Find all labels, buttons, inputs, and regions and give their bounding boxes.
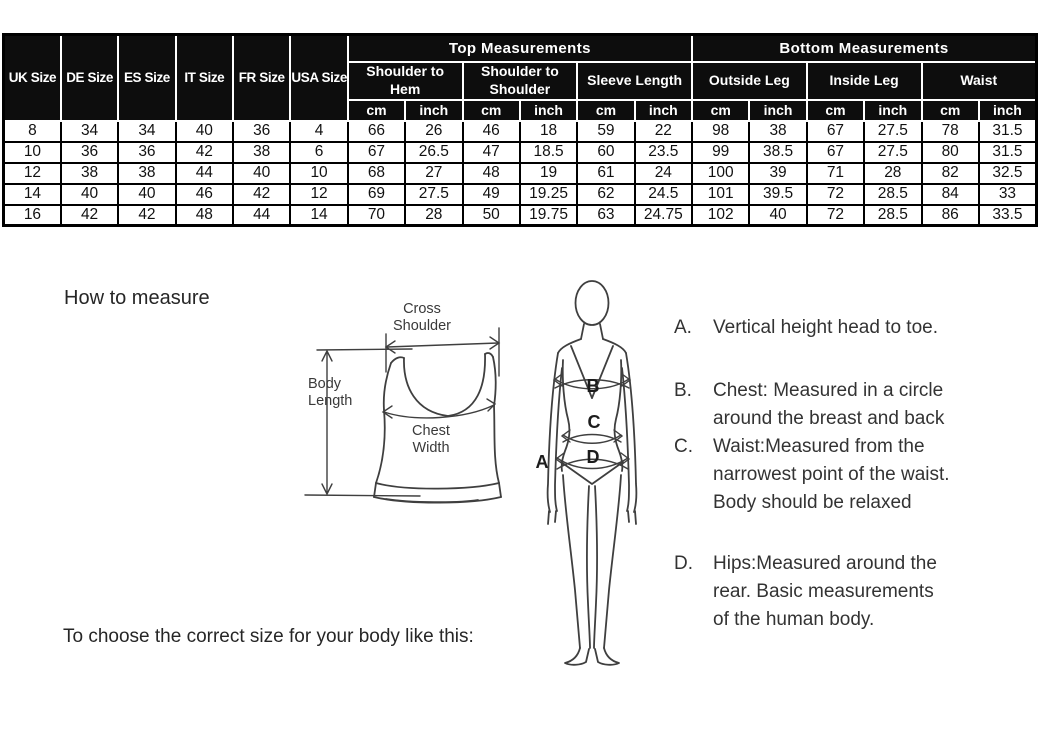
- chest-width-label-line2: Width: [412, 440, 450, 456]
- group-header-row: [4, 35, 1037, 62]
- list-text: [713, 377, 944, 433]
- unit-header-cm: cm: [922, 100, 979, 121]
- table-cell: 19.75: [520, 205, 577, 226]
- table-cell: 60: [577, 142, 634, 163]
- table-cell: 40: [176, 121, 233, 142]
- table-cell: 26: [405, 121, 462, 142]
- table-cell: 28.5: [864, 184, 921, 205]
- table-cell: 40: [61, 184, 118, 205]
- table-cell: 28: [405, 205, 462, 226]
- list-text-line: around the breast and back: [713, 408, 945, 429]
- header-shoulder-to-shoulder: Shoulder to Shoulder: [463, 62, 578, 100]
- table-cell: 14: [4, 184, 61, 205]
- list-text: [713, 314, 938, 342]
- table-cell: 38: [118, 163, 175, 184]
- table-row: [4, 121, 1037, 142]
- top-measurements-header: Top Measurements: [348, 35, 692, 62]
- table-row: [4, 184, 1037, 205]
- table-cell: 99: [692, 142, 749, 163]
- unit-header-inch: inch: [979, 100, 1037, 121]
- list-item-a: [674, 314, 986, 342]
- list-text-line: Vertical height head to toe.: [713, 317, 938, 338]
- waist-label-c: C: [587, 412, 601, 432]
- table-cell: 18: [520, 121, 577, 142]
- table-cell: 67: [348, 142, 405, 163]
- table-cell: 32.5: [979, 163, 1037, 184]
- header-fr-size: FR Size: [233, 35, 290, 121]
- table-cell: 36: [61, 142, 118, 163]
- size-chart-table: [2, 33, 1038, 227]
- table-cell: 44: [176, 163, 233, 184]
- header-waist: Waist: [922, 62, 1037, 100]
- table-cell: 33.5: [979, 205, 1037, 226]
- list-text-line: Hips:Measured around the: [713, 553, 937, 574]
- list-item-c: [674, 433, 986, 517]
- table-cell: 78: [922, 121, 979, 142]
- unit-header-inch: inch: [405, 100, 462, 121]
- table-cell: 27.5: [864, 142, 921, 163]
- unit-header-inch: inch: [635, 100, 692, 121]
- cross-shoulder-arrow: [386, 328, 499, 376]
- table-cell: 12: [4, 163, 61, 184]
- list-text-line: narrowest point of the waist.: [713, 464, 950, 485]
- table-cell: 10: [290, 163, 347, 184]
- table-cell: 72: [807, 205, 864, 226]
- table-cell: 38: [61, 163, 118, 184]
- table-cell: 39.5: [749, 184, 806, 205]
- table-cell: 39: [749, 163, 806, 184]
- table-cell: 28: [864, 163, 921, 184]
- unit-header-cm: cm: [348, 100, 405, 121]
- table-cell: 63: [577, 205, 634, 226]
- table-cell: 40: [233, 163, 290, 184]
- height-label-a: A: [535, 452, 549, 472]
- header-outside-leg: Outside Leg: [692, 62, 807, 100]
- chest-width-label-line1: Chest: [412, 423, 450, 439]
- list-text-line: of the human body.: [713, 609, 875, 630]
- header-sleeve-length: Sleeve Length: [577, 62, 692, 100]
- table-cell: 98: [692, 121, 749, 142]
- cross-shoulder-label-line2: Shoulder: [392, 318, 452, 334]
- table-cell: 47: [463, 142, 520, 163]
- table-cell: 24.5: [635, 184, 692, 205]
- table-cell: 86: [922, 205, 979, 226]
- table-cell: 24.75: [635, 205, 692, 226]
- list-text-line: rear. Basic measurements: [713, 581, 934, 602]
- table-cell: 22: [635, 121, 692, 142]
- table-row: [4, 142, 1037, 163]
- table-cell: 44: [233, 205, 290, 226]
- size-table-body: [4, 121, 1037, 226]
- table-cell: 67: [807, 121, 864, 142]
- table-cell: 14: [290, 205, 347, 226]
- header-es-size: ES Size: [118, 35, 175, 121]
- table-row: [4, 205, 1037, 226]
- table-cell: 102: [692, 205, 749, 226]
- body-figure-diagram: [528, 278, 673, 673]
- cross-shoulder-label-line1: Cross: [403, 301, 441, 317]
- list-text-line: Body should be relaxed: [713, 492, 912, 513]
- table-cell: 38: [233, 142, 290, 163]
- table-cell: 70: [348, 205, 405, 226]
- table-cell: 67: [807, 142, 864, 163]
- table-cell: 61: [577, 163, 634, 184]
- list-text: [713, 550, 937, 634]
- list-text-line: Waist:Measured from the: [713, 436, 925, 457]
- list-letter: A.: [674, 317, 692, 338]
- table-cell: 24: [635, 163, 692, 184]
- table-cell: 16: [4, 205, 61, 226]
- header-it-size: IT Size: [176, 35, 233, 121]
- table-cell: 100: [692, 163, 749, 184]
- table-cell: 28.5: [864, 205, 921, 226]
- list-letter: C.: [674, 436, 693, 457]
- table-cell: 26.5: [405, 142, 462, 163]
- table-cell: 42: [118, 205, 175, 226]
- body-length-label-line1: Body: [308, 376, 342, 392]
- table-cell: 23.5: [635, 142, 692, 163]
- body-outline: [548, 281, 637, 665]
- header-usa-size: USA Size: [290, 35, 347, 121]
- table-cell: 27: [405, 163, 462, 184]
- table-cell: 34: [61, 121, 118, 142]
- bottom-measurements-header: Bottom Measurements: [692, 35, 1037, 62]
- list-letter: D.: [674, 553, 693, 574]
- table-cell: 40: [749, 205, 806, 226]
- table-cell: 36: [233, 121, 290, 142]
- table-cell: 69: [348, 184, 405, 205]
- unit-header-cm: cm: [577, 100, 634, 121]
- table-cell: 68: [348, 163, 405, 184]
- table-cell: 19: [520, 163, 577, 184]
- measure-instructions-list: [674, 314, 986, 634]
- table-cell: 8: [4, 121, 61, 142]
- list-letter: B.: [674, 380, 692, 401]
- list-text: [713, 433, 950, 517]
- table-cell: 31.5: [979, 142, 1037, 163]
- table-cell: 66: [348, 121, 405, 142]
- table-row: [4, 163, 1037, 184]
- table-cell: 33: [979, 184, 1037, 205]
- table-cell: 82: [922, 163, 979, 184]
- table-cell: 50: [463, 205, 520, 226]
- table-cell: 42: [233, 184, 290, 205]
- table-cell: 62: [577, 184, 634, 205]
- header-inside-leg: Inside Leg: [807, 62, 922, 100]
- table-cell: 34: [118, 121, 175, 142]
- table-cell: 46: [176, 184, 233, 205]
- how-to-measure-title: How to measure: [64, 287, 210, 309]
- table-cell: 42: [61, 205, 118, 226]
- hips-label-d: D: [586, 447, 600, 467]
- list-item-b: [674, 377, 986, 433]
- table-cell: 38.5: [749, 142, 806, 163]
- header-de-size: DE Size: [61, 35, 118, 121]
- table-cell: 19.25: [520, 184, 577, 205]
- list-text-line: Chest: Measured in a circle: [713, 380, 944, 401]
- table-cell: 40: [118, 184, 175, 205]
- table-cell: 6: [290, 142, 347, 163]
- table-cell: 12: [290, 184, 347, 205]
- table-cell: 59: [577, 121, 634, 142]
- table-cell: 36: [118, 142, 175, 163]
- table-cell: 4: [290, 121, 347, 142]
- table-cell: 80: [922, 142, 979, 163]
- table-cell: 72: [807, 184, 864, 205]
- list-item-d: [674, 550, 986, 634]
- table-cell: 84: [922, 184, 979, 205]
- unit-header-cm: cm: [807, 100, 864, 121]
- table-cell: 101: [692, 184, 749, 205]
- table-cell: 48: [463, 163, 520, 184]
- unit-header-inch: inch: [749, 100, 806, 121]
- table-cell: 38: [749, 121, 806, 142]
- body-length-label-line2: Length: [308, 393, 353, 409]
- table-cell: 31.5: [979, 121, 1037, 142]
- table-cell: 49: [463, 184, 520, 205]
- header-uk-size: UK Size: [4, 35, 61, 121]
- table-cell: 27.5: [405, 184, 462, 205]
- table-cell: 42: [176, 142, 233, 163]
- unit-header-inch: inch: [520, 100, 577, 121]
- body-length-arrow: [305, 349, 420, 496]
- table-cell: 10: [4, 142, 61, 163]
- table-cell: 48: [176, 205, 233, 226]
- unit-header-inch: inch: [864, 100, 921, 121]
- table-cell: 27.5: [864, 121, 921, 142]
- table-cell: 18.5: [520, 142, 577, 163]
- table-cell: 71: [807, 163, 864, 184]
- unit-header-cm: cm: [463, 100, 520, 121]
- bust-label-b: B: [586, 376, 600, 396]
- header-shoulder-to-hem: Shoulder to Hem: [348, 62, 463, 100]
- table-cell: 46: [463, 121, 520, 142]
- unit-header-cm: cm: [692, 100, 749, 121]
- garment-measure-diagram: [300, 292, 520, 507]
- size-table-header: [4, 35, 1037, 121]
- size-advice-text: To choose the correct size for your body like this:: [63, 626, 474, 647]
